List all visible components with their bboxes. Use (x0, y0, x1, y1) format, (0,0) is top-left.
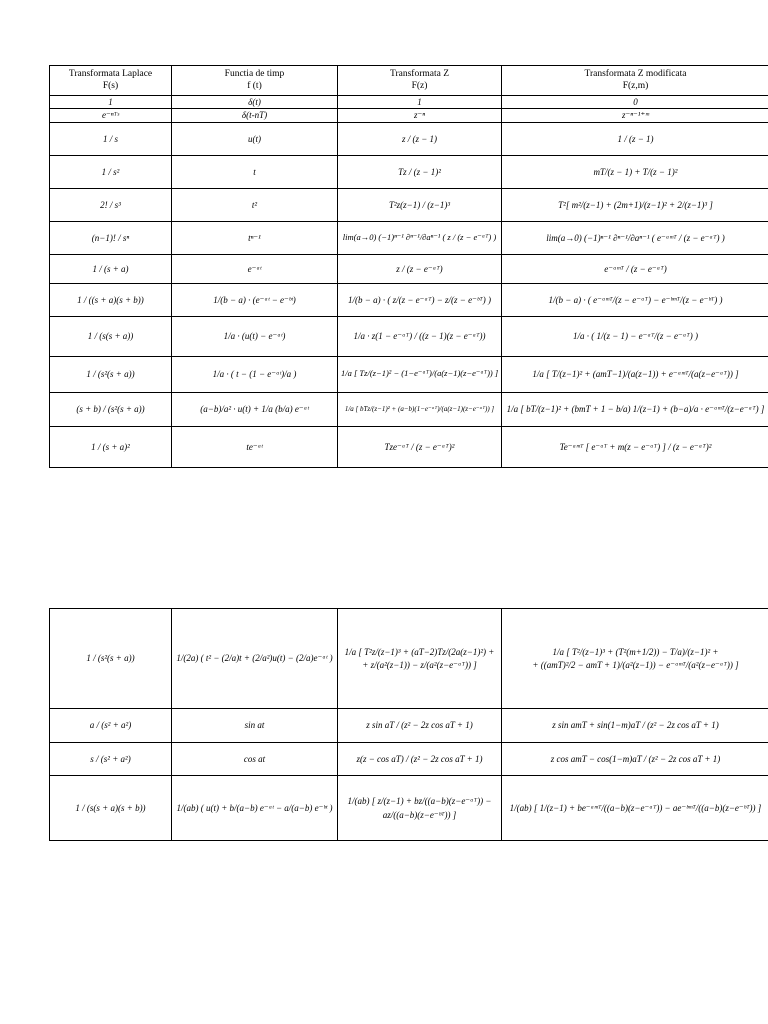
cell-z: z / (z − 1) (338, 122, 502, 155)
cell-z: 1/a [ Tz/(z−1)² − (1−e⁻ᵃᵀ)/(a(z−1)(z−e⁻ᵃᵀ)) ] (338, 356, 502, 392)
cell-zmod: e⁻ᵃᵐᵀ / (z − e⁻ᵃᵀ) (502, 254, 768, 283)
header-zmod: Transformata Z modificata F(z,m) (502, 66, 768, 96)
cell-zmod: 1/(b − a) · ( e⁻ᵃᵐᵀ/(z − e⁻ᵃᵀ) − e⁻ᵇᵐᵀ/(z − e⁻ᵇᵀ) ) (502, 283, 768, 316)
cell-time: δ(t-nT) (172, 109, 338, 122)
table-row (50, 96, 768, 109)
cell-laplace: (n−1)! / sⁿ (50, 221, 172, 254)
table-row (50, 709, 768, 743)
cell-z: lim(a→0) (−1)ⁿ⁻¹ ∂ⁿ⁻¹/∂aⁿ⁻¹ ( z / (z − e⁻ᵃᵀ) ) (338, 221, 502, 254)
cell-laplace: 1 / (s²(s + a)) (50, 609, 172, 709)
header-time: Functia de timp f (t) (172, 66, 338, 96)
cell-zmod: 1/a [ bT/(z−1)² + (bmT + 1 − b/a) 1/(z−1) + (b−a)/a · e⁻ᵃᵐᵀ/(z−e⁻ᵃᵀ) ] (502, 392, 768, 426)
cell-laplace: a / (s² + a²) (50, 709, 172, 743)
transform-table-2-body (50, 609, 768, 841)
header-z: Transformata Z F(z) (338, 66, 502, 96)
cell-time: (a−b)/a² · u(t) + 1/a (b/a) e⁻ᵃᵗ (172, 392, 338, 426)
cell-zmod: 1/a · ( 1/(z − 1) − e⁻ᵃᵀ/(z − e⁻ᵃᵀ) ) (502, 316, 768, 356)
cell-laplace: e⁻ⁿᵀˢ (50, 109, 172, 122)
cell-zmod: lim(a→0) (−1)ⁿ⁻¹ ∂ⁿ⁻¹/∂aⁿ⁻¹ ( e⁻ᵃᵐᵀ / (z − e⁻ᵃᵀ) ) (502, 221, 768, 254)
table-header-row (50, 66, 768, 96)
cell-time: tⁿ⁻¹ (172, 221, 338, 254)
table-row (50, 283, 768, 316)
cell-time: u(t) (172, 122, 338, 155)
cell-zmod: 1 / (z − 1) (502, 122, 768, 155)
transform-table-2 (49, 608, 768, 841)
table-row (50, 743, 768, 776)
cell-zmod: z⁻ⁿ⁻¹⁺ᵐ (502, 109, 768, 122)
cell-z: 1 (338, 96, 502, 109)
cell-time: cos at (172, 743, 338, 776)
cell-laplace: 1 / (s²(s + a)) (50, 356, 172, 392)
cell-z: z⁻ⁿ (338, 109, 502, 122)
table-row (50, 356, 768, 392)
header-laplace: Transformata Laplace F(s) (50, 66, 172, 96)
cell-laplace: 1 / (s(s + a)) (50, 316, 172, 356)
table-row (50, 316, 768, 356)
cell-z: T²z(z−1) / (z−1)³ (338, 188, 502, 221)
cell-z: z / (z − e⁻ᵃᵀ) (338, 254, 502, 283)
cell-zmod: 1/(ab) [ 1/(z−1) + be⁻ᵃᵐᵀ/((a−b)(z−e⁻ᵃᵀ)) − ae⁻ᵇᵐᵀ/((a−b)(z−e⁻ᵇᵀ)) ] (502, 776, 768, 841)
cell-time: te⁻ᵃᵗ (172, 426, 338, 467)
cell-laplace: 1 / s² (50, 155, 172, 188)
table-row (50, 609, 768, 709)
cell-laplace: 1 (50, 96, 172, 109)
cell-z: 1/(b − a) · ( z/(z − e⁻ᵃᵀ) − z/(z − e⁻ᵇᵀ) ) (338, 283, 502, 316)
cell-time: 1/(ab) ( u(t) + b/(a−b) e⁻ᵃᵗ − a/(a−b) e⁻ᵇᵗ ) (172, 776, 338, 841)
cell-zmod: mT/(z − 1) + T/(z − 1)² (502, 155, 768, 188)
cell-laplace: 1 / (s + a) (50, 254, 172, 283)
cell-laplace: (s + b) / (s²(s + a)) (50, 392, 172, 426)
cell-zmod: z cos amT − cos(1−m)aT / (z² − 2z cos aT + 1) (502, 743, 768, 776)
formula-line: 1/(ab) [ z/(z−1) + bz/((a−b)(z−e⁻ᵃᵀ)) − (347, 796, 492, 807)
table-row (50, 155, 768, 188)
table-row (50, 392, 768, 426)
cell-laplace: 1 / (s + a)² (50, 426, 172, 467)
transform-table-1-body (50, 66, 768, 468)
table-row (50, 776, 768, 841)
cell-time: δ(t) (172, 96, 338, 109)
cell-z (338, 609, 502, 709)
table-row (50, 254, 768, 283)
cell-laplace: 2! / s³ (50, 188, 172, 221)
formula-line: az/((a−b)(z−e⁻ᵇᵀ)) ] (382, 809, 457, 820)
cell-z: 1/a · z(1 − e⁻ᵃᵀ) / ((z − 1)(z − e⁻ᵃᵀ)) (338, 316, 502, 356)
cell-time: e⁻ᵃᵗ (172, 254, 338, 283)
cell-zmod: Te⁻ᵃᵐᵀ [ e⁻ᵃᵀ + m(z − e⁻ᵃᵀ) ] / (z − e⁻ᵃᵀ)² (502, 426, 768, 467)
cell-z: z(z − cos aT) / (z² − 2z cos aT + 1) (338, 743, 502, 776)
table-row (50, 426, 768, 467)
table-row (50, 221, 768, 254)
cell-zmod: 0 (502, 96, 768, 109)
cell-laplace: 1 / ((s + a)(s + b)) (50, 283, 172, 316)
cell-laplace: s / (s² + a²) (50, 743, 172, 776)
cell-laplace: 1 / (s(s + a)(s + b)) (50, 776, 172, 841)
cell-time: t² (172, 188, 338, 221)
cell-z (338, 776, 502, 841)
formula-line: + z/(a²(z−1)) − z/(a²(z−e⁻ᵃᵀ)) ] (362, 660, 477, 670)
cell-z: Tz / (z − 1)² (338, 155, 502, 188)
table-row (50, 122, 768, 155)
cell-time: 1/(b − a) · (e⁻ᵃᵗ − e⁻ᵇᵗ) (172, 283, 338, 316)
cell-zmod: 1/a [ T/(z−1)² + (amT−1)/(a(z−1)) + e⁻ᵃᵐᵀ/(a(z−e⁻ᵃᵀ)) ] (502, 356, 768, 392)
cell-time: 1/(2a) ( t² − (2/a)t + (2/a²)u(t) − (2/a)e⁻ᵃᵗ ) (172, 609, 338, 709)
cell-time: sin at (172, 709, 338, 743)
table-row (50, 188, 768, 221)
formula-line: 1/a [ T²/(z−1)³ + (T²(m+1/2)) − T/a)/(z−1)² + (552, 646, 719, 657)
cell-zmod: T²[ m²/(z−1) + (2m+1)/(z−1)² + 2/(z−1)³ ] (502, 188, 768, 221)
cell-zmod: z sin amT + sin(1−m)aT / (z² − 2z cos aT + 1) (502, 709, 768, 743)
cell-time: t (172, 155, 338, 188)
cell-time: 1/a · (u(t) − e⁻ᵃᵗ) (172, 316, 338, 356)
cell-z: z sin aT / (z² − 2z cos aT + 1) (338, 709, 502, 743)
cell-time: 1/a · ( t − (1 − e⁻ᵃᵗ)/a ) (172, 356, 338, 392)
cell-z: Tze⁻ᵃᵀ / (z − e⁻ᵃᵀ)² (338, 426, 502, 467)
formula-line: 1/a [ T²z/(z−1)³ + (aT−2)Tz/(2a(z−1)²) + (344, 646, 495, 657)
cell-z: 1/a [ bTz/(z−1)² + (a−b)(1−e⁻ᵃᵀ)/(a(z−1)(z−e⁻ᵃᵀ)) ] (338, 392, 502, 426)
cell-laplace: 1 / s (50, 122, 172, 155)
transform-table-1 (49, 65, 768, 468)
table-row (50, 109, 768, 122)
cell-zmod (502, 609, 768, 709)
formula-line: + ((amT)²/2 − amT + 1)/(a²(z−1)) − e⁻ᵃᵐᵀ/(a²(z−e⁻ᵃᵀ)) ] (532, 660, 739, 670)
